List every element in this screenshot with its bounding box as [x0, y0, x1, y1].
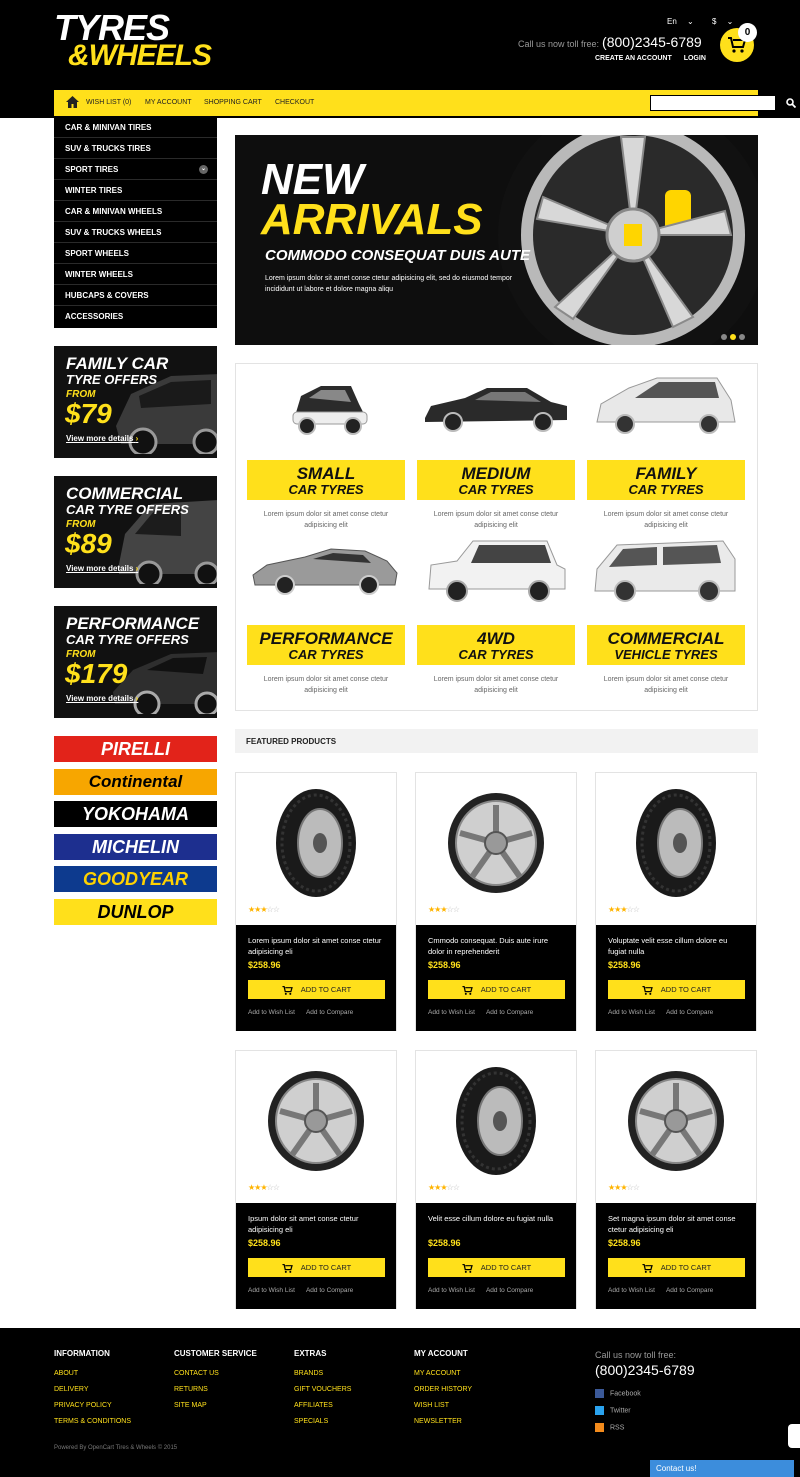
product-info: [416, 925, 576, 1031]
chevron-down-icon: ⌄: [726, 17, 734, 26]
offer-price: $89: [65, 528, 112, 559]
car-category-desc: Lorem ipsum dolor sit amet conse ctetur adipisicing elit: [433, 511, 559, 529]
car-category-sub: CAR TYRES: [288, 647, 364, 662]
product-name[interactable]: Velit esse cillum dolore eu fugiat nulla: [428, 1214, 554, 1223]
footer-column: [414, 1349, 472, 1434]
cart-icon: [642, 986, 653, 995]
product-price: $258.96: [248, 1238, 281, 1248]
brand-logo-dunlop[interactable]: DUNLOP: [54, 899, 217, 925]
add-to-cart-label: ADD TO CART: [660, 985, 712, 994]
footer-link[interactable]: CONTACT US: [174, 1370, 219, 1377]
footer-link[interactable]: GIFT VOUCHERS: [294, 1386, 352, 1393]
category-item[interactable]: WINTER TIRES: [54, 180, 217, 201]
offer-from: FROM: [66, 649, 96, 660]
language-select[interactable]: [667, 17, 702, 26]
add-to-compare-link[interactable]: Add to Compare: [305, 1009, 354, 1016]
account-links: [595, 55, 716, 62]
hero-slider[interactable]: [235, 135, 758, 345]
category-item[interactable]: SUV & TRUCKS TIRES: [54, 138, 217, 159]
car-category-sub: CAR TYRES: [628, 482, 704, 497]
product-links: [248, 1287, 364, 1294]
view-more-label: View more details: [66, 434, 134, 443]
rating-stars: ★★★☆☆: [248, 1183, 279, 1192]
arrow-right-icon: ›: [135, 694, 139, 703]
offer-banner-family[interactable]: [54, 346, 217, 458]
rating-stars: ★★★☆☆: [608, 1183, 639, 1192]
arrow-right-icon: ›: [135, 564, 139, 573]
rss-link[interactable]: [595, 1423, 624, 1432]
car-category-desc: Lorem ipsum dolor sit amet conse ctetur adipisicing elit: [603, 676, 729, 694]
car-category-label[interactable]: [247, 625, 405, 665]
currency-value: $: [711, 17, 717, 26]
brand-logo-goodyear[interactable]: GOODYEAR: [54, 866, 217, 892]
rating-stars: ★★★☆☆: [428, 905, 459, 914]
car-category-label[interactable]: [587, 625, 745, 665]
logo-amp: &: [68, 39, 89, 72]
product-image[interactable]: [596, 781, 756, 903]
chevron-down-icon: ⌄: [687, 17, 694, 26]
product-price: $258.96: [428, 1238, 461, 1248]
footer-link[interactable]: TERMS & CONDITIONS: [54, 1418, 132, 1425]
car-categories: [235, 363, 758, 711]
wheel-image: [493, 135, 758, 345]
car-image: [417, 529, 575, 607]
slider-line1: NEW: [261, 155, 364, 204]
featured-title: FEATURED PRODUCTS: [235, 729, 758, 753]
product-name[interactable]: Lorem ipsum dolor sit amet conse ctetur adipisicing eli: [248, 936, 382, 956]
add-to-wish-list-link[interactable]: Add to Wish List: [608, 1009, 655, 1016]
add-to-wish-list-link[interactable]: Add to Wish List: [608, 1287, 655, 1294]
create-account-link[interactable]: CREATE AN ACCOUNT: [595, 55, 672, 62]
car-category-name: FAMILY: [635, 464, 697, 483]
cart-count: 0: [738, 23, 757, 42]
footer-link[interactable]: SITE MAP: [174, 1402, 207, 1409]
scroll-top-button[interactable]: [788, 1424, 800, 1448]
contact-us-button[interactable]: Contact us!: [650, 1460, 794, 1477]
product-card: [415, 1050, 577, 1309]
rating-stars: ★★★☆☆: [428, 1183, 459, 1192]
offer-title: PERFORMANCE: [66, 614, 200, 633]
category-item[interactable]: CAR & MINIVAN WHEELS: [54, 201, 217, 222]
car-image: [247, 364, 405, 442]
offer-subtitle: CAR TYRE OFFERS: [66, 502, 189, 517]
footer-column-title: MY ACCOUNT: [414, 1349, 468, 1358]
footer-column: [174, 1349, 257, 1418]
add-to-compare-link[interactable]: Add to Compare: [485, 1009, 534, 1016]
car-image: [247, 529, 405, 607]
car-category-label[interactable]: [587, 460, 745, 500]
cart-icon: [642, 1264, 653, 1273]
twitter-label: Twitter: [610, 1407, 631, 1415]
language-value: En: [667, 17, 677, 26]
slider-line2: ARRIVALS: [261, 195, 483, 244]
offer-from: FROM: [66, 519, 96, 530]
product-info: [596, 1203, 756, 1309]
search-input[interactable]: [650, 95, 776, 111]
header-phone: (800)2345-6789: [602, 34, 702, 50]
product-image[interactable]: [596, 1059, 756, 1181]
add-to-cart-button[interactable]: [248, 1258, 385, 1277]
add-to-compare-link[interactable]: Add to Compare: [665, 1287, 714, 1294]
footer-link[interactable]: BRANDS: [294, 1370, 324, 1377]
offer-title: FAMILY CAR: [66, 354, 169, 373]
product-image[interactable]: [416, 781, 576, 903]
footer-column: [54, 1349, 131, 1434]
add-to-cart-button[interactable]: [608, 1258, 745, 1277]
offer-subtitle: CAR TYRE OFFERS: [66, 632, 189, 647]
footer-link[interactable]: RETURNS: [174, 1386, 208, 1393]
facebook-link[interactable]: [595, 1389, 641, 1398]
chevron-down-icon[interactable]: ⌄: [200, 166, 207, 172]
offer-from: FROM: [66, 389, 96, 400]
powered-by: Powered By OpenCart Tires & Wheels © 2015: [54, 1445, 178, 1451]
product-info: [236, 925, 396, 1031]
add-to-cart-label: ADD TO CART: [660, 1263, 712, 1272]
product-links: [608, 1287, 724, 1294]
cart-icon: [282, 986, 293, 995]
product-image[interactable]: [236, 781, 396, 903]
product-price: $258.96: [428, 960, 461, 970]
brand-logo-michelin[interactable]: MICHELIN: [54, 834, 217, 860]
add-to-wish-list-link[interactable]: Add to Wish List: [428, 1009, 475, 1016]
product-name[interactable]: Cmmodo consequat. Duis aute irure dolor in reprehenderit: [428, 936, 549, 956]
footer-link[interactable]: PRIVACY POLICY: [54, 1402, 112, 1409]
facebook-icon: [595, 1389, 604, 1398]
category-label: SPORT TIRES: [65, 165, 119, 174]
car-category-sub: CAR TYRES: [288, 482, 364, 497]
footer-call-label: Call us now toll free:: [595, 1350, 677, 1360]
category-item[interactable]: SPORT WHEELS: [54, 243, 217, 264]
header-call: [518, 34, 702, 50]
cart-icon: [462, 986, 473, 995]
footer-link[interactable]: ORDER HISTORY: [414, 1386, 473, 1393]
add-to-compare-link[interactable]: Add to Compare: [485, 1287, 534, 1294]
product-name[interactable]: Voluptate velit esse cillum dolore eu fugiat nulla: [608, 936, 728, 956]
logo-line2: [68, 39, 212, 72]
footer-link[interactable]: DELIVERY: [54, 1386, 89, 1393]
footer-column: [294, 1349, 351, 1434]
view-more-link[interactable]: [66, 564, 138, 573]
car-category-label[interactable]: [417, 460, 575, 500]
product-card: [235, 1050, 397, 1309]
footer-column-title: INFORMATION: [54, 1349, 110, 1358]
brand-logo-continental[interactable]: Continental: [54, 769, 217, 795]
car-category-desc: Lorem ipsum dolor sit amet conse ctetur adipisicing elit: [603, 511, 729, 529]
category-item[interactable]: ACCESSORIES: [65, 312, 124, 321]
category-item[interactable]: HUBCAPS & COVERS: [54, 285, 217, 306]
product-info: [596, 925, 756, 1031]
category-menu: [54, 117, 217, 328]
product-info: [236, 1203, 396, 1309]
view-more-link[interactable]: [66, 694, 138, 703]
footer-column-title: EXTRAS: [294, 1349, 327, 1358]
brand-logo-yokohama[interactable]: YOKOHAMA: [54, 801, 217, 827]
product-links: [248, 1009, 364, 1016]
add-to-cart-label: ADD TO CART: [480, 1263, 532, 1272]
product-card: [235, 772, 397, 1031]
footer: [0, 1328, 800, 1477]
logo-wheels: WHEELS: [88, 39, 212, 72]
nav-wish-list[interactable]: WISH LIST (0): [86, 99, 132, 106]
product-links: [608, 1009, 724, 1016]
nav-checkout[interactable]: CHECKOUT: [275, 99, 315, 106]
add-to-cart-label: ADD TO CART: [480, 985, 532, 994]
cart-icon: [462, 1264, 473, 1273]
car-image: [417, 364, 575, 442]
car-category-desc: Lorem ipsum dolor sit amet conse ctetur adipisicing elit: [433, 676, 559, 694]
car-category-desc: Lorem ipsum dolor sit amet conse ctetur adipisicing elit: [263, 511, 389, 529]
view-more-label: View more details: [66, 564, 134, 573]
arrow-right-icon: ›: [135, 434, 139, 443]
facebook-label: Facebook: [610, 1390, 641, 1398]
car-category-desc: Lorem ipsum dolor sit amet conse ctetur adipisicing elit: [263, 676, 389, 694]
offer-price: $179: [65, 658, 128, 689]
slider-dot-active[interactable]: [730, 334, 736, 340]
add-to-cart-button[interactable]: [428, 980, 565, 999]
footer-link[interactable]: NEWSLETTER: [414, 1418, 462, 1425]
car-category-name: COMMERCIAL: [607, 629, 725, 648]
car-category-name: SMALL: [296, 464, 356, 483]
car-category-name: 4WD: [477, 629, 515, 648]
add-to-cart-label: ADD TO CART: [300, 1263, 352, 1272]
offer-subtitle: TYRE OFFERS: [66, 372, 158, 387]
brand-logo-pirelli[interactable]: PIRELLI: [54, 736, 217, 762]
rss-icon: [595, 1423, 604, 1432]
add-to-wish-list-link[interactable]: Add to Wish List: [248, 1287, 295, 1294]
footer-link[interactable]: WISH LIST: [414, 1402, 450, 1409]
logo-line1: TYRES: [54, 7, 170, 48]
car-category-sub: VEHICLE TYRES: [614, 647, 718, 662]
add-to-wish-list-link[interactable]: Add to Wish List: [428, 1287, 475, 1294]
add-to-cart-button[interactable]: [428, 1258, 565, 1277]
slider-text: Lorem ipsum dolor sit amet conse ctetur adipisicing elit, sed do eiusmod tempor incididunt ut labore et dolore magna aliqu: [265, 275, 513, 293]
car-image: [587, 529, 745, 607]
product-price: $258.96: [608, 1238, 641, 1248]
car-category-label[interactable]: [247, 460, 405, 500]
login-link[interactable]: LOGIN: [683, 55, 706, 62]
category-item[interactable]: SUV & TRUCKS WHEELS: [54, 222, 217, 243]
add-to-cart-button[interactable]: [608, 980, 745, 999]
product-image[interactable]: [236, 1059, 396, 1181]
add-to-compare-link[interactable]: Add to Compare: [305, 1287, 354, 1294]
nav-my-account[interactable]: MY ACCOUNT: [145, 99, 192, 106]
product-card: [595, 772, 757, 1031]
slider-dot[interactable]: [739, 334, 745, 340]
search-icon: [786, 98, 796, 108]
category-item-sport-tires[interactable]: [54, 159, 217, 180]
header: [0, 0, 800, 118]
product-name[interactable]: Ipsum dolor sit amet conse ctetur adipisicing eli: [248, 1214, 359, 1234]
category-item[interactable]: WINTER WHEELS: [54, 264, 217, 285]
call-label: Call us now toll free:: [518, 39, 600, 49]
twitter-link[interactable]: [595, 1406, 631, 1415]
car-category-name: MEDIUM: [461, 464, 531, 483]
home-icon[interactable]: [66, 96, 79, 108]
car-category-name: PERFORMANCE: [259, 629, 393, 648]
offer-banner-commercial[interactable]: [54, 476, 217, 588]
offer-banner-performance[interactable]: [54, 606, 217, 718]
footer-phone: (800)2345-6789: [595, 1362, 695, 1378]
category-item[interactable]: CAR & MINIVAN TIRES: [54, 117, 217, 138]
product-image[interactable]: [416, 1059, 576, 1181]
logo[interactable]: [54, 7, 212, 72]
product-card: [595, 1050, 757, 1309]
product-links: [428, 1287, 544, 1294]
car-category-sub: CAR TYRES: [458, 647, 534, 662]
add-to-compare-link[interactable]: Add to Compare: [665, 1009, 714, 1016]
add-to-cart-label: ADD TO CART: [300, 985, 352, 994]
product-name[interactable]: Set magna ipsum dolor sit amet conse ctetur adipisicing eli: [608, 1214, 736, 1234]
offer-price: $79: [65, 398, 112, 429]
car-category-label[interactable]: [417, 625, 575, 665]
product-price: $258.96: [608, 960, 641, 970]
twitter-icon: [595, 1406, 604, 1415]
footer-link[interactable]: ABOUT: [54, 1370, 79, 1377]
search-button[interactable]: [776, 95, 800, 111]
currency-select[interactable]: [712, 17, 741, 26]
rating-stars: ★★★☆☆: [248, 905, 279, 914]
product-info: [416, 1203, 576, 1309]
footer-link[interactable]: SPECIALS: [294, 1418, 329, 1425]
footer-link[interactable]: MY ACCOUNT: [414, 1370, 461, 1377]
footer-column-title: CUSTOMER SERVICE: [174, 1349, 257, 1358]
slider-line3: COMMODO CONSEQUAT DUIS AUTE: [265, 247, 530, 264]
view-more-link[interactable]: [66, 434, 138, 443]
rss-label: RSS: [610, 1424, 625, 1432]
car-category-sub: CAR TYRES: [458, 482, 534, 497]
cart-icon: [282, 1264, 293, 1273]
add-to-wish-list-link[interactable]: Add to Wish List: [248, 1009, 295, 1016]
view-more-label: View more details: [66, 694, 134, 703]
footer-link[interactable]: AFFILIATES: [294, 1402, 333, 1409]
top-nav: [54, 90, 758, 116]
rating-stars: ★★★☆☆: [608, 905, 639, 914]
product-price: $258.96: [248, 960, 281, 970]
slider-dots: [721, 327, 748, 345]
add-to-cart-button[interactable]: [248, 980, 385, 999]
language-currency: [667, 17, 749, 26]
product-links: [428, 1009, 544, 1016]
car-image: [587, 364, 745, 442]
product-card: [415, 772, 577, 1031]
slider-dot[interactable]: [721, 334, 727, 340]
nav-shopping-cart[interactable]: SHOPPING CART: [204, 99, 262, 106]
offer-title: COMMERCIAL: [66, 484, 184, 503]
